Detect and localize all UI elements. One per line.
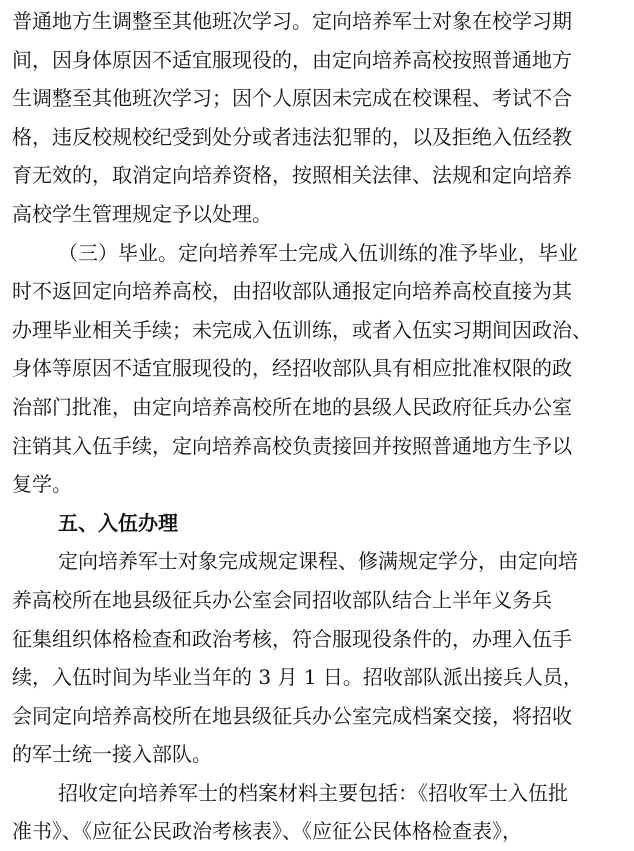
text-line: 注销其入伍手续，定向培养高校负责接回并按照普通地方生予以 [12,433,572,458]
paragraph-status-adjustment [12,2,624,234]
text-line: 征集组织体格检查和政治考核，符合服现役条件的，办理入伍手 [12,626,572,651]
heading-text: 五、入伍办理 [58,510,178,535]
text-line: 普通地方生调整至其他班次学习。定向培养军士对象在校学习期 [12,9,572,33]
text-line: 格，违反校规校纪受到处分或者违法犯罪的，以及拒绝入伍经教 [12,124,572,149]
text-line: 间，因身体原因不适宜服现役的，由定向培养高校按照普通地方 [12,47,572,72]
text-line: 招收定向培养军士的档案材料主要包括：《招收军士入伍批 [58,780,568,805]
text-line: 会同定向培养高校所在地县级征兵办公室完成档案交接，将招收 [12,703,572,728]
text-line: 高校学生管理规定予以处理。 [12,201,272,226]
paragraph-enlistment [12,542,624,774]
text-line: 育无效的，取消定向培养资格，按照相关法律、法规和定向培养 [12,163,572,188]
text-line: 生调整至其他班次学习；因个人原因未完成在校课程、考试不合 [12,86,572,111]
text-line: 准书》、《应征公民政治考核表》、《应征公民体格检查表》， [12,819,522,844]
text-line: 治部门批准，由定向培养高校所在地的县级人民政府征兵办公室 [12,394,572,419]
section-heading-enlistment [12,504,624,543]
paragraph-archive-materials [12,774,624,851]
text-line: （三）毕业。定向培养军士完成入伍训练的准予毕业，毕业 [58,240,578,265]
text-line: 办理毕业相关手续；未完成入伍训练，或者入伍实习期间因政治、 [12,317,592,342]
text-line: 时不返回定向培养高校，由招收部队通报定向培养高校直接为其 [12,279,572,304]
text-line: 的军士统一接入部队。 [12,742,212,767]
paragraph-graduation [12,234,624,504]
text-line: 续，入伍时间为毕业当年的 3 月 1 日。招收部队派出接兵人员， [12,665,583,690]
text-line: 定向培养军士对象完成规定课程、修满规定学分，由定向培 [58,549,578,574]
text-line: 复学。 [12,472,72,497]
text-line: 养高校所在地县级征兵办公室会同招收部队结合上半年义务兵 [12,587,552,612]
text-line: 身体等原因不适宜服现役的，经招收部队具有相应批准权限的政 [12,356,572,381]
